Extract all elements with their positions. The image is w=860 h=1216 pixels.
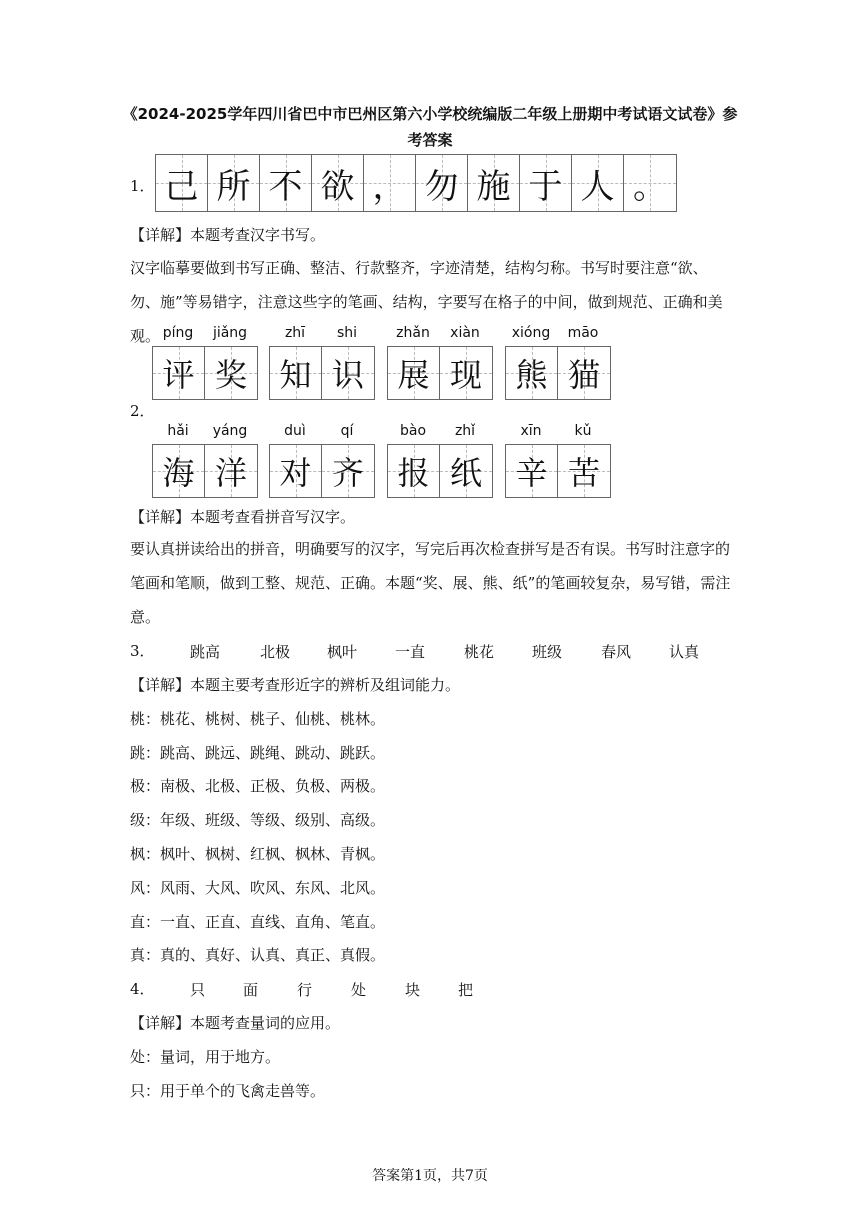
q1-explanation: 汉字临摹要做到书写正确、整洁、行款整齐，字迹清楚，结构匀称。书写时要注意“欲、勿、施”等易错字，注意这些字的笔画、结构，字要写在格子的中间，做到规范、正确和美观。	[130, 259, 723, 345]
grid-char: 。	[633, 166, 667, 207]
q3-detail-label: 【详解】本题主要考查形近字的辨析及组词能力。	[130, 676, 461, 694]
pinyin: zhī	[284, 325, 306, 341]
grid-cell	[520, 155, 572, 211]
word-group	[152, 324, 258, 400]
q3-number: 3．	[130, 642, 155, 660]
q3-line: 级：年级、班级、等级、级别、高级。	[130, 811, 386, 829]
grid-char: 于	[528, 166, 563, 207]
grid-cell	[624, 155, 676, 211]
pinyin: xióng	[511, 325, 551, 341]
q3-line: 直：一直、正直、直线、直角、笔直。	[130, 913, 386, 931]
grid-char: 人	[580, 166, 615, 207]
answer-word: 只	[190, 981, 206, 999]
grid-cell	[468, 155, 520, 211]
pinyin: zhǎn	[396, 325, 430, 341]
answer-char: 纸	[449, 454, 482, 492]
pinyin: māo	[567, 325, 599, 341]
q2-explanation: 要认真拼读给出的拼音，明确要写的汉字，写完后再次检查拼写是否有误。书写时注意字的笔画和笔顺，做到工整、规范、正确。本题“奖、展、熊、纸”的笔画较复杂，易写错，需注意。	[130, 540, 731, 626]
q1-writing-grid	[155, 154, 677, 212]
word-group	[269, 422, 375, 498]
pinyin: kǔ	[574, 423, 592, 439]
q3-line: 风：风雨、大风、吹风、东风、北风。	[130, 879, 386, 897]
answer-char: 猫	[567, 356, 600, 394]
q2-number: 2．	[130, 402, 155, 420]
q2-detail-label: 【详解】本题考查看拼音写汉字。	[130, 508, 356, 526]
grid-cell	[364, 155, 416, 211]
page-footer: 答案第1页，共7页	[372, 1168, 488, 1184]
pinyin: duì	[284, 423, 306, 439]
answer-word: 行	[297, 981, 313, 999]
q3-line: 极：南极、北极、正极、负极、两极。	[130, 777, 386, 795]
answer-word: 把	[458, 981, 474, 999]
answer-char: 齐	[331, 454, 364, 492]
word-group	[387, 324, 493, 400]
pinyin: zhǐ	[454, 423, 476, 439]
word-group	[152, 422, 258, 498]
q1-number: 1．	[130, 177, 155, 195]
answer-word: 面	[243, 981, 259, 999]
pinyin: píng	[162, 325, 194, 341]
grid-char: 己	[164, 166, 199, 207]
answer-word: 枫叶	[327, 643, 358, 661]
pinyin: hǎi	[167, 423, 189, 439]
q3-line: 真：真的、真好、认真、真正、真假。	[130, 946, 386, 964]
word-group	[387, 422, 493, 498]
q4-line: 只：用于单个的飞禽走兽等。	[130, 1082, 326, 1100]
grid-char: 不	[268, 166, 303, 207]
q3-line: 桃：桃花、桃树、桃子、仙桃、桃林。	[130, 710, 386, 728]
answer-char: 识	[331, 356, 364, 394]
answer-char: 评	[162, 356, 195, 394]
answer-word: 北极	[260, 643, 291, 661]
answer-word: 认真	[669, 643, 700, 661]
pinyin: qí	[340, 423, 354, 439]
answer-word: 处	[351, 981, 367, 999]
grid-char: 勿	[424, 166, 459, 207]
grid-cell	[572, 155, 624, 211]
answer-word: 春风	[601, 643, 632, 661]
pinyin: bào	[399, 423, 427, 439]
answer-word: 跳高	[190, 643, 221, 661]
answer-char: 知	[279, 356, 312, 394]
answer-char: 展	[397, 356, 430, 394]
q3-line: 跳：跳高、跳远、跳绳、跳动、跳跃。	[130, 744, 386, 762]
answer-char: 对	[279, 454, 312, 492]
answer-word: 桃花	[464, 643, 495, 661]
q4-line: 处：量词，用于地方。	[130, 1048, 281, 1066]
answer-word: 一直	[395, 643, 426, 661]
answer-char: 苦	[567, 454, 600, 492]
grid-cell	[156, 155, 208, 211]
pinyin: jiǎng	[212, 325, 248, 341]
q4-number: 4．	[130, 980, 155, 998]
grid-cell	[260, 155, 312, 211]
answer-word: 块	[405, 981, 421, 999]
answer-char: 辛	[515, 454, 548, 492]
grid-char: 施	[476, 166, 511, 207]
grid-char: 欲	[320, 166, 355, 207]
grid-char: 所	[216, 166, 251, 207]
q1-detail-label: 【详解】本题考查汉字书写。	[130, 226, 326, 244]
pinyin: yáng	[212, 423, 248, 439]
grid-cell	[312, 155, 364, 211]
pinyin: xīn	[520, 423, 542, 439]
answer-char: 奖	[214, 356, 247, 394]
grid-cell	[208, 155, 260, 211]
word-group	[269, 324, 375, 400]
answer-char: 海	[162, 454, 195, 492]
answer-word: 班级	[532, 643, 563, 661]
grid-cell	[416, 155, 468, 211]
q4-detail-label: 【详解】本题考查量词的应用。	[130, 1014, 341, 1032]
answer-char: 现	[449, 356, 482, 394]
q3-line: 枫：枫叶、枫树、红枫、枫林、青枫。	[130, 845, 386, 863]
answer-char: 洋	[214, 454, 247, 492]
word-group	[505, 422, 611, 498]
answer-char: 报	[397, 454, 430, 492]
pinyin: shi	[336, 325, 358, 341]
document-title: 《2024-2025学年四川省巴中市巴州区第六小学校统编版二年级上册期中考试语文试卷》参考答案	[122, 105, 738, 149]
grid-char: ，	[372, 166, 407, 207]
pinyin: xiàn	[450, 325, 480, 341]
answer-char: 熊	[515, 356, 548, 394]
word-group	[505, 324, 611, 400]
